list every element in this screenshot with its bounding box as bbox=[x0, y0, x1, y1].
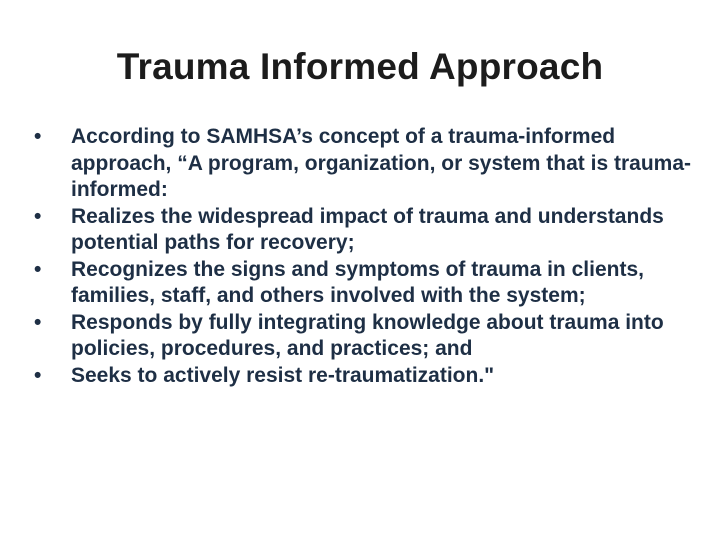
bullet-text-1: According to SAMHSA’s concept of a trauma-informed approach, “A program, organization, or system that is trauma-informed: bbox=[71, 125, 692, 201]
bullet-text-2: Realizes the widespread impact of trauma and understands potential paths for recovery; bbox=[71, 204, 664, 254]
slide-title: Trauma Informed Approach bbox=[116, 46, 604, 87]
bullet-dot-icon: • bbox=[34, 125, 42, 148]
bullet-text-5: Seeks to actively resist re-traumatization." bbox=[71, 363, 495, 387]
bullet-dot-icon: • bbox=[34, 257, 42, 281]
bullet-item-2 bbox=[33, 204, 693, 257]
bullet-list bbox=[33, 124, 693, 389]
bullet-text-4: Responds by fully integrating knowledge about trauma into policies, procedures, and practices; and bbox=[71, 310, 664, 360]
bullet-item-3 bbox=[33, 257, 693, 310]
bullet-item-4 bbox=[33, 310, 693, 363]
bullet-item-5 bbox=[33, 363, 693, 390]
bullet-dot-icon: • bbox=[34, 310, 42, 334]
bullet-item-1 bbox=[33, 124, 693, 204]
bullet-dot-icon: • bbox=[34, 204, 42, 228]
bullet-dot-icon: • bbox=[34, 363, 42, 387]
bullet-text-3: Recognizes the signs and symptoms of trauma in clients, families, staff, and others involved with the system; bbox=[71, 257, 644, 307]
